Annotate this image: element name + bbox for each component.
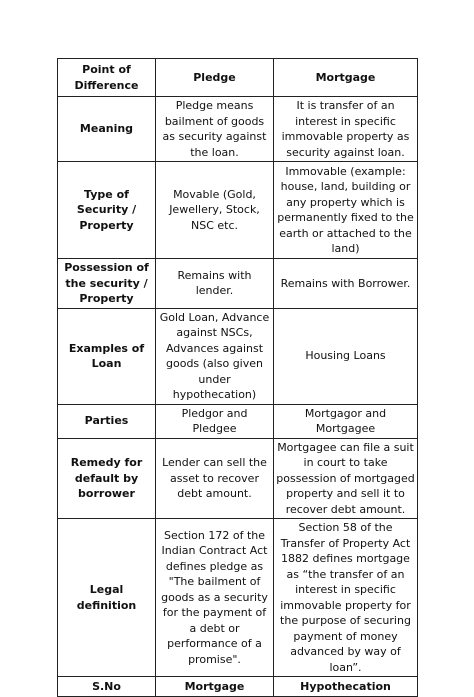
table-row [58, 97, 418, 162]
footer-hypothecation: Hypothecation [274, 677, 418, 697]
header-mortgage: Mortgage [274, 59, 418, 97]
table-row [58, 438, 418, 519]
header-pledge: Pledge [156, 59, 274, 97]
comparison-table [57, 58, 418, 697]
header-point-of-difference: Point of Difference [58, 59, 156, 97]
pledge-cell: Pledgor and Pledgee [156, 404, 274, 438]
table-row [58, 519, 418, 677]
pledge-cell: Gold Loan, Advance against NSCs, Advances against goods (also given under hypothecation) [156, 308, 274, 404]
pledge-cell: Remains with lender. [156, 259, 274, 309]
row-label: Legal definition [58, 519, 156, 677]
pledge-cell: Lender can sell the asset to recover debt amount. [156, 438, 274, 519]
mortgage-cell: Mortgagor and Mortgagee [274, 404, 418, 438]
mortgage-cell: Mortgagee can file a suit in court to take possession of mortgaged property and sell it to recover debt amount. [274, 438, 418, 519]
pledge-cell: Pledge means bailment of goods as security against the loan. [156, 97, 274, 162]
footer-sno: S.No [58, 677, 156, 697]
mortgage-cell: Immovable (example: house, land, building or any property which is permanently fixed to the earth or attached to the land) [274, 162, 418, 259]
row-label: Examples of Loan [58, 308, 156, 404]
table-row [58, 259, 418, 309]
table-row [58, 308, 418, 404]
mortgage-cell: Housing Loans [274, 308, 418, 404]
row-label: Meaning [58, 97, 156, 162]
mortgage-cell: It is transfer of an interest in specific immovable property as security against loan. [274, 97, 418, 162]
pledge-cell: Section 172 of the Indian Contract Act defines pledge as "The bailment of goods as a security for the payment of a debt or performance of a promise". [156, 519, 274, 677]
mortgage-cell: Remains with Borrower. [274, 259, 418, 309]
pledge-cell: Movable (Gold, Jewellery, Stock, NSC etc. [156, 162, 274, 259]
table-row [58, 162, 418, 259]
footer-mortgage: Mortgage [156, 677, 274, 697]
table-header-row [58, 59, 418, 97]
row-label: Possession of the security / Property [58, 259, 156, 309]
mortgage-cell: Section 58 of the Transfer of Property Act 1882 defines mortgage as “the transfer of an interest in specific immovable property for the purpose of securing payment of money advanced by way of loan”. [274, 519, 418, 677]
row-label: Parties [58, 404, 156, 438]
table-footer-row [58, 677, 418, 697]
row-label: Type of Security / Property [58, 162, 156, 259]
row-label: Remedy for default by borrower [58, 438, 156, 519]
table-row [58, 404, 418, 438]
